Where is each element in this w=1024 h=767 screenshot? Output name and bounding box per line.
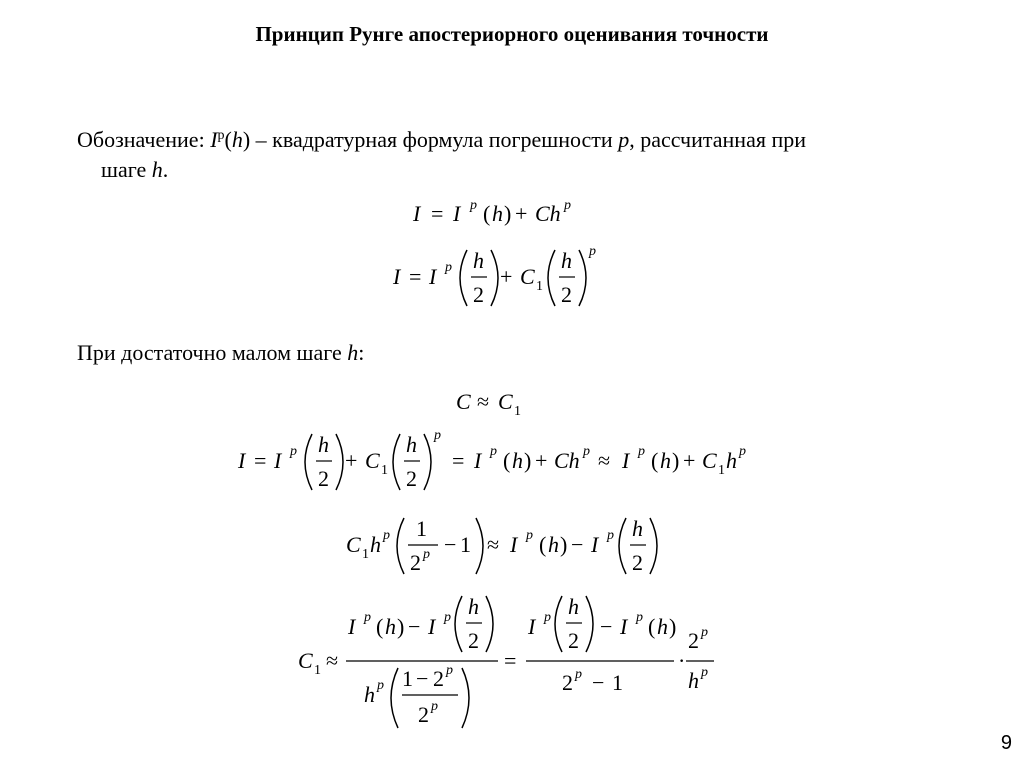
svg-text:I: I — [348, 614, 356, 639]
svg-text:p: p — [470, 198, 477, 213]
svg-text:p: p — [575, 667, 582, 682]
svg-text:·: · — [678, 648, 686, 673]
designation-line-1 — [77, 125, 957, 155]
equation-4 — [230, 424, 760, 500]
svg-text:C: C — [298, 648, 313, 673]
svg-text:+: + — [500, 264, 513, 289]
equation-6 — [290, 592, 730, 738]
page-number: 9 — [1000, 732, 1012, 754]
svg-text:C: C — [520, 264, 535, 289]
svg-text:h: h — [318, 432, 329, 457]
designation-rest2: , рассчитанная при — [629, 127, 807, 152]
designation-p: p — [217, 128, 225, 143]
svg-text:h: h — [657, 614, 668, 639]
svg-text:I: I — [274, 448, 282, 473]
svg-text:2: 2 — [468, 628, 479, 653]
svg-text:p: p — [490, 444, 497, 459]
svg-text:1: 1 — [362, 547, 369, 562]
svg-text:≈: ≈ — [326, 648, 339, 673]
svg-text:I: I — [510, 532, 518, 557]
designation-paragraph — [77, 125, 957, 185]
equation-5 — [340, 508, 670, 584]
svg-text:I: I — [474, 448, 482, 473]
svg-text:2: 2 — [688, 628, 699, 653]
svg-text:≈: ≈ — [477, 389, 490, 414]
svg-text:p: p — [446, 663, 453, 678]
svg-text:−: − — [600, 614, 613, 639]
designation-line-2 — [77, 155, 957, 185]
svg-text:I: I — [413, 201, 421, 226]
svg-text:p: p — [636, 610, 643, 625]
svg-text:h: h — [406, 432, 417, 457]
small-step-end: : — [358, 340, 365, 365]
svg-text:h: h — [548, 532, 559, 557]
small-step-paragraph — [77, 338, 364, 368]
svg-text:1: 1 — [536, 279, 543, 294]
svg-text:h: h — [468, 594, 479, 619]
svg-text:h: h — [492, 201, 503, 226]
svg-text:p: p — [564, 198, 571, 213]
svg-text:2: 2 — [410, 550, 421, 575]
svg-text:): ) — [672, 448, 680, 473]
designation-h: h — [231, 127, 243, 152]
designation-lead: Обозначение: — [77, 127, 211, 152]
designation-rest: ) – квадратурная формула погрешности — [242, 127, 619, 152]
svg-text:p: p — [364, 610, 371, 625]
svg-text:p: p — [607, 528, 614, 543]
svg-text:h: h — [364, 682, 375, 707]
svg-text:=: = — [409, 264, 422, 289]
svg-text:p: p — [701, 665, 708, 680]
svg-text:h: h — [561, 248, 572, 273]
svg-text:1: 1 — [612, 670, 623, 695]
svg-text:=: = — [452, 448, 465, 473]
svg-text:1: 1 — [416, 516, 427, 541]
svg-text:Ch: Ch — [554, 448, 580, 473]
small-step-h: h — [347, 340, 359, 365]
svg-text:p: p — [445, 260, 452, 275]
svg-text:C: C — [498, 389, 513, 414]
svg-text:p: p — [638, 444, 645, 459]
svg-text:p: p — [290, 444, 297, 459]
designation-line2-text: шаге — [101, 157, 152, 182]
svg-text:≈: ≈ — [598, 448, 611, 473]
svg-text:h: h — [688, 668, 699, 693]
svg-text:+: + — [515, 201, 528, 226]
svg-text:−: − — [444, 532, 457, 557]
svg-text:p: p — [444, 610, 451, 625]
svg-text:p: p — [544, 610, 551, 625]
svg-text:1: 1 — [402, 666, 413, 691]
svg-text:2: 2 — [561, 282, 572, 307]
svg-text:p: p — [701, 625, 708, 640]
svg-text:p: p — [589, 244, 596, 259]
svg-text:): ) — [669, 614, 677, 639]
designation-line2-end: . — [162, 157, 169, 182]
svg-text:I: I — [622, 448, 630, 473]
svg-text:1: 1 — [718, 463, 725, 478]
svg-text:=: = — [254, 448, 267, 473]
svg-text:I: I — [528, 614, 536, 639]
svg-text:1: 1 — [381, 463, 388, 478]
svg-text:2: 2 — [473, 282, 484, 307]
equation-2 — [385, 240, 610, 316]
svg-text:I: I — [429, 264, 437, 289]
designation-p2: p — [618, 127, 630, 152]
svg-text:C: C — [702, 448, 717, 473]
svg-text:h: h — [473, 248, 484, 273]
svg-text:2: 2 — [406, 466, 417, 491]
svg-text:+: + — [535, 448, 548, 473]
svg-text:I: I — [620, 614, 628, 639]
svg-text:1: 1 — [314, 663, 321, 678]
svg-text:p: p — [434, 428, 441, 443]
svg-text:p: p — [423, 547, 430, 562]
designation-open: ( — [224, 127, 232, 152]
equation-3 — [450, 386, 540, 420]
svg-text:p: p — [739, 444, 746, 459]
svg-text:=: = — [504, 648, 517, 673]
svg-text:−: − — [408, 614, 421, 639]
svg-text:2: 2 — [568, 628, 579, 653]
svg-text:I: I — [393, 264, 401, 289]
svg-text:+: + — [345, 448, 358, 473]
svg-text:h: h — [632, 516, 643, 541]
svg-text:−: − — [592, 670, 605, 695]
svg-text:−: − — [571, 532, 584, 557]
svg-text:−: − — [416, 666, 429, 691]
svg-text:h: h — [726, 448, 737, 473]
svg-text:): ) — [397, 614, 405, 639]
slide-title: Принцип Рунге апостериорного оценивания точности — [255, 22, 769, 46]
designation-line2-h: h — [151, 157, 163, 182]
svg-text:(: ( — [648, 614, 656, 639]
svg-text:(: ( — [539, 532, 547, 557]
svg-text:(: ( — [651, 448, 659, 473]
svg-text:p: p — [377, 678, 384, 693]
svg-text:=: = — [431, 201, 444, 226]
svg-text:2: 2 — [562, 670, 573, 695]
svg-text:h: h — [512, 448, 523, 473]
svg-text:1: 1 — [514, 404, 521, 419]
svg-text:I: I — [428, 614, 436, 639]
svg-text:C: C — [365, 448, 380, 473]
svg-text:p: p — [383, 528, 390, 543]
svg-text:h: h — [660, 448, 671, 473]
svg-text:(: ( — [483, 201, 491, 226]
svg-text:p: p — [583, 444, 590, 459]
svg-text:(: ( — [376, 614, 384, 639]
svg-text:h: h — [568, 594, 579, 619]
small-step-text: При достаточно малом шаге — [77, 340, 348, 365]
svg-text:2: 2 — [418, 702, 429, 727]
svg-text:p: p — [526, 528, 533, 543]
svg-text:I: I — [238, 448, 246, 473]
equation-1 — [405, 196, 595, 230]
svg-text:C: C — [346, 532, 361, 557]
svg-text:): ) — [560, 532, 568, 557]
svg-text:2: 2 — [433, 666, 444, 691]
svg-text:1: 1 — [460, 532, 471, 557]
svg-text:h: h — [370, 532, 381, 557]
designation-I: I — [210, 127, 218, 152]
svg-text:2: 2 — [318, 466, 329, 491]
svg-text:h: h — [385, 614, 396, 639]
svg-text:C: C — [456, 389, 471, 414]
svg-text:I: I — [453, 201, 461, 226]
svg-text:(: ( — [503, 448, 511, 473]
svg-text:p: p — [431, 699, 438, 714]
svg-text:): ) — [504, 201, 512, 226]
svg-text:I: I — [591, 532, 599, 557]
svg-text:2: 2 — [632, 550, 643, 575]
svg-text:): ) — [524, 448, 532, 473]
svg-text:+: + — [683, 448, 696, 473]
svg-text:Ch: Ch — [535, 201, 561, 226]
svg-text:≈: ≈ — [487, 532, 500, 557]
